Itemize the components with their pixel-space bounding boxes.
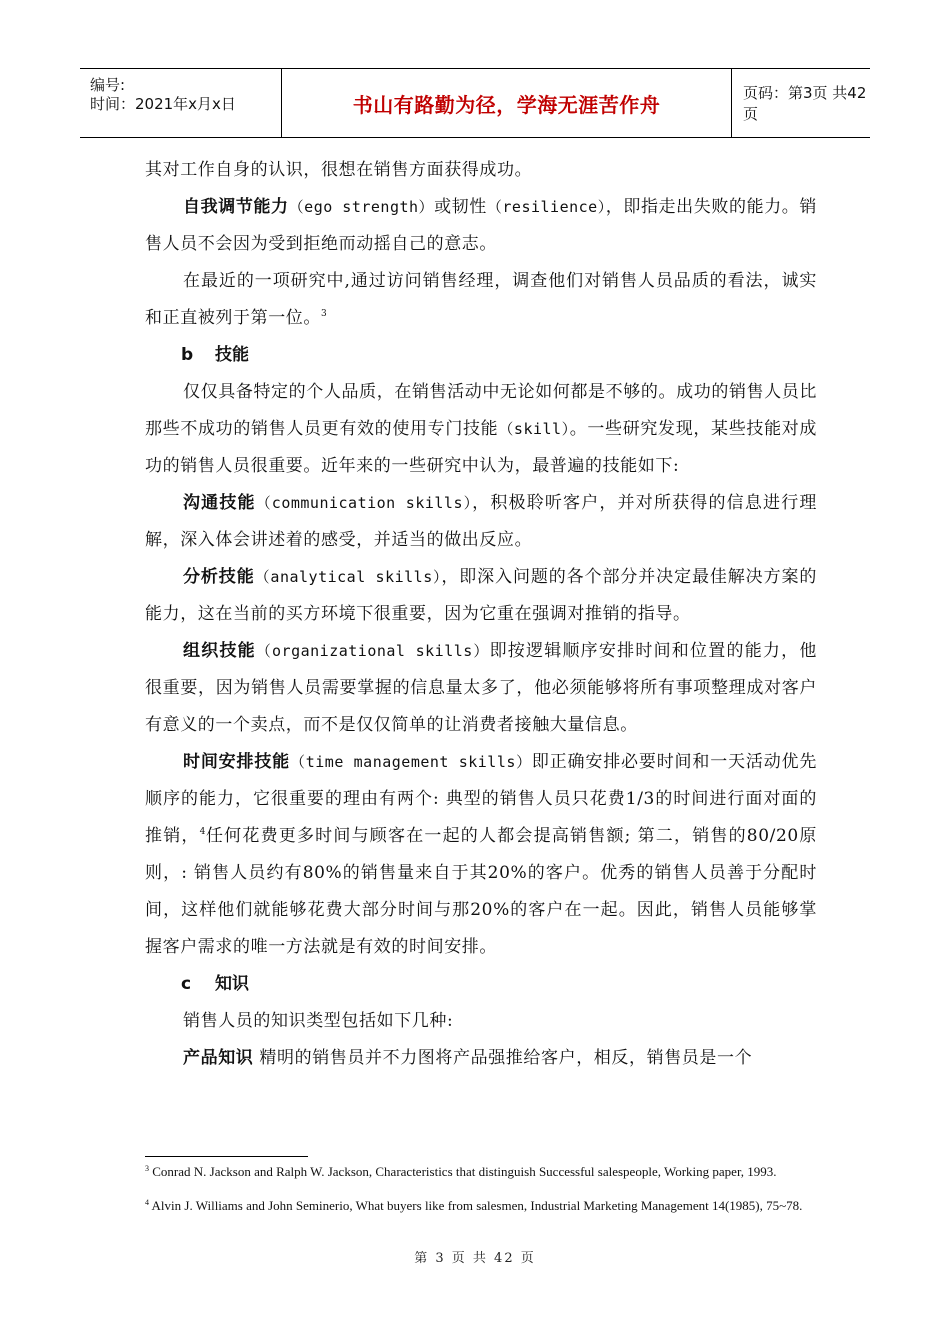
footnote-mark: 4 xyxy=(145,1198,149,1207)
footnote-text: Conrad N. Jackson and Ralph W. Jackson, Characteristics that distinguish Successful salespeople, Working paper, 1993. xyxy=(149,1164,777,1179)
section-heading-b xyxy=(145,337,817,374)
document-body xyxy=(145,152,817,1077)
paragraph-ego-strength xyxy=(145,189,817,263)
paragraph-text: ，即深入问题的各个部分并决定最佳解决方案的能力，这在当前的买方环境下很重要，因为它重在强调对推销的指导。 xyxy=(145,567,817,624)
paragraph-text: 销售人员的知识类型包括如下几种: xyxy=(183,1011,454,1031)
footnote-mark: 3 xyxy=(145,1164,149,1173)
term-english: （time management skills） xyxy=(290,753,532,771)
header-page-code: 页码：第3页 共42页 xyxy=(743,84,867,123)
term-english: （ego strength） xyxy=(288,198,435,216)
header-motto-cell xyxy=(281,69,732,137)
paragraph-text: 即正确安排必要时间和一天活动优先顺序的能力，它很重要的理由有两个: 典型的销售人员只花费1/3的时间进行面对面的推销， xyxy=(145,752,817,846)
term-english: （skill） xyxy=(498,420,570,438)
footnote-ref[interactable]: 3 xyxy=(321,309,327,319)
term-english: （communication skills） xyxy=(255,494,473,512)
paragraph-text: 或韧性 xyxy=(434,197,487,217)
footnote-ref[interactable]: 4 xyxy=(199,827,206,837)
header-meta-cell xyxy=(80,69,281,137)
term-english: （resilience） xyxy=(486,198,606,216)
paragraph-product-knowledge xyxy=(145,1040,817,1077)
header-date: 时间：2021年x月x日 xyxy=(90,95,236,113)
heading-text: 知识 xyxy=(215,974,249,994)
paragraph-text: 即按逻辑顺序安排时间和位置的能力，他很重要，因为销售人员需要掌握的信息量太多了，他必须能够将所有事项整理成对客户有意义的一个卖点，而不是仅仅简单的让消费者接触大量信息。 xyxy=(145,641,817,735)
term-english: （analytical skills） xyxy=(254,568,442,586)
term: 分析技能 xyxy=(183,567,255,587)
paragraph-time-management xyxy=(145,744,817,966)
paragraph-text: 任何花费更多时间与顾客在一起的人都会提高销售额; 第二，销售的80/20原则，: 销售人员约有80%的销售量来自于其20%的客户。优秀的销售人员善于分配时间，这样他们就能够花费大部分时间与那20%的客户在一起。因此，销售人员能够掌握客户需求的唯一方法就是有效的时间安排。 xyxy=(145,826,817,957)
page-header xyxy=(80,68,870,138)
term: 时间安排技能 xyxy=(183,752,291,772)
paragraph-communication-skills xyxy=(145,485,817,559)
term: 自我调节能力 xyxy=(183,197,289,217)
heading-marker: b xyxy=(181,345,194,365)
paragraph xyxy=(145,1003,817,1040)
footnote-3 xyxy=(145,1163,825,1180)
paragraph-organizational-skills xyxy=(145,633,817,744)
term-english: （organizational skills） xyxy=(255,642,490,660)
footnote-separator xyxy=(145,1156,308,1157)
footnote-4 xyxy=(145,1197,825,1214)
heading-marker: c xyxy=(181,974,192,994)
term: 产品知识 xyxy=(183,1048,254,1068)
paragraph-text: 在最近的一项研究中,通过访问销售经理，调查他们对销售人员品质的看法，诚实和正直被列于第一位。 xyxy=(145,271,817,328)
term: 组织技能 xyxy=(183,641,256,661)
paragraph xyxy=(145,263,817,337)
paragraph-text: 仅仅具备特定的个人品质，在销售活动中无论如何都是不够的。成功的销售人员比那些不成功的销售人员更有效的使用专门技能 xyxy=(145,382,817,439)
term: 沟通技能 xyxy=(183,493,256,513)
paragraph-analytical-skills xyxy=(145,559,817,633)
paragraph-text: 精明的销售员并不力图将产品强推给客户，相反，销售员是一个 xyxy=(253,1048,753,1068)
paragraph-text: ，积极聆听客户，并对所获得的信息进行理解，深入体会讲述着的感受，并适当的做出反应。 xyxy=(145,493,817,550)
footnote-text: Alvin J. Williams and John Seminerio, What buyers like from salesmen, Industrial Marketing Management 14(1985), 75~78. xyxy=(149,1198,803,1213)
page-number-footer: 第 3 页 共 42 页 xyxy=(414,1251,536,1266)
paragraph-text: 其对工作自身的认识，很想在销售方面获得成功。 xyxy=(145,160,533,180)
heading-text: 技能 xyxy=(215,345,249,365)
paragraph-text: ，即指走出失败的能力。销售人员不会因为受到拒绝而动摇自己的意志。 xyxy=(145,197,818,254)
section-heading-c xyxy=(145,966,817,1003)
header-number-label: 编号: xyxy=(90,76,126,94)
header-motto: 书山有路勤为径，学海无涯苦作舟 xyxy=(352,92,661,117)
paragraph xyxy=(145,152,817,189)
paragraph-text: 。一些研究发现，某些技能对成功的销售人员很重要。近年来的一些研究中认为，最普遍的技能如下: xyxy=(145,419,817,476)
paragraph xyxy=(145,374,817,485)
